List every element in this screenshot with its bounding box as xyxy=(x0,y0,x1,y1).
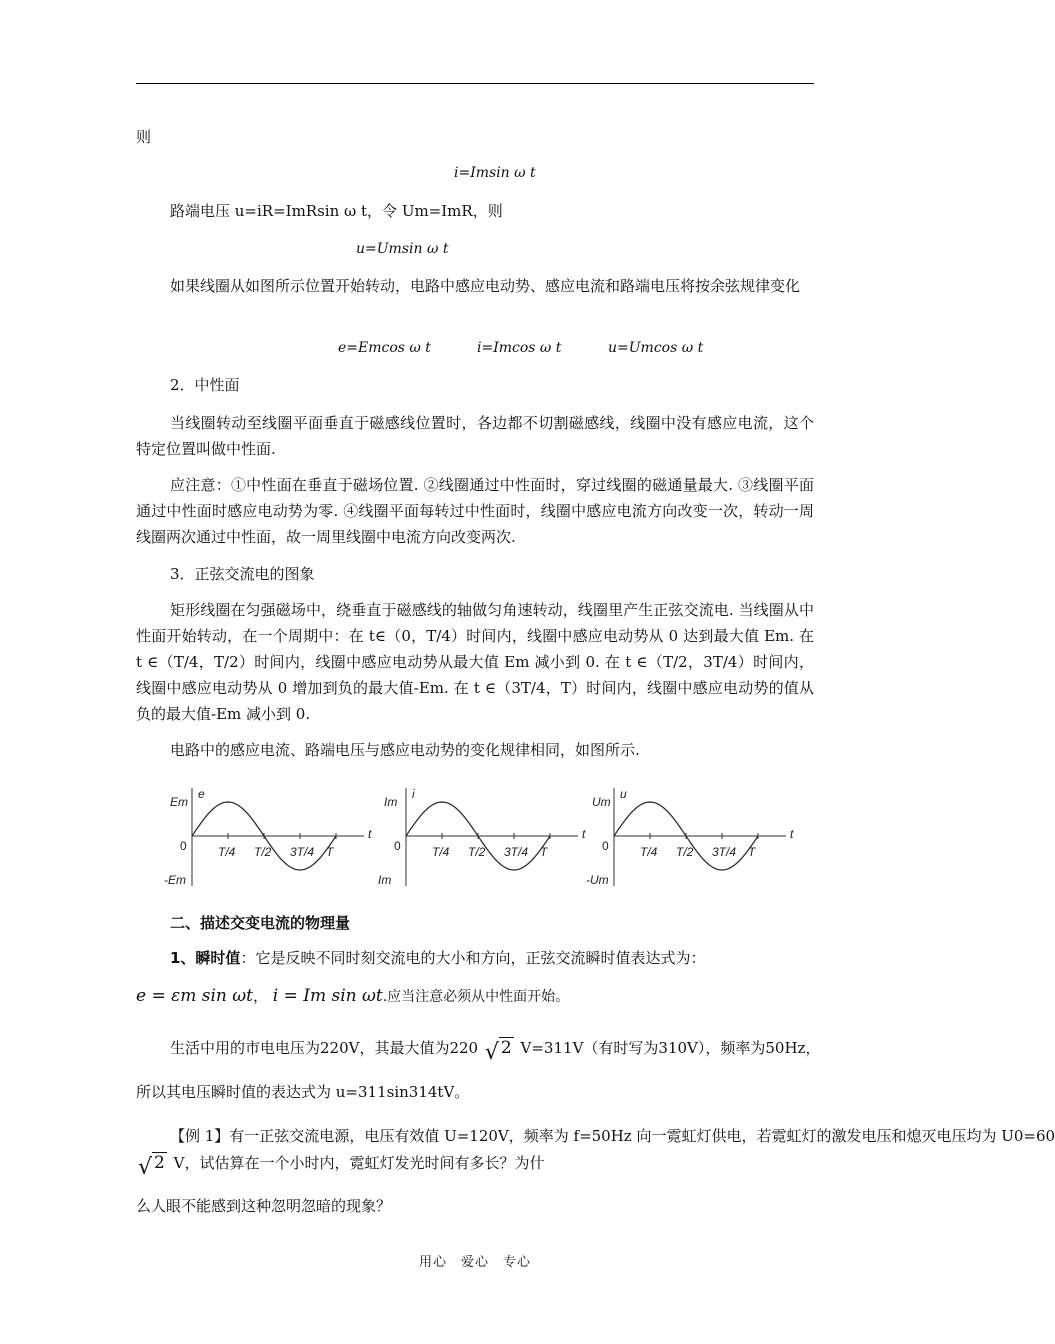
para-cosine-change: 如果线圈从如图所示位置开始转动，电路中感应电动势、感应电流和路端电压将按余弦规律变化 xyxy=(170,277,801,295)
para-same-law: 电路中的感应电流、路端电压与感应电动势的变化规律相同，如图所示. xyxy=(170,741,640,759)
instant-formula-note: .应当注意必须从中性面开始。 xyxy=(382,989,570,1005)
example-line-3: 么人眼不能感到这种忽明忽暗的现象？ xyxy=(136,1197,392,1215)
formula-cos-i: i=Imcos ω t xyxy=(477,340,562,356)
mains-voltage-line xyxy=(170,1035,820,1066)
sqrt-symbol-example: √ 2 xyxy=(138,1153,165,1180)
section-title: 二、描述交变电流的物理量 xyxy=(170,914,351,932)
x-axis-label: t xyxy=(368,827,372,841)
x-tick-label: T xyxy=(748,845,756,859)
graph-emf xyxy=(164,787,372,887)
x-tick-label: T/4 xyxy=(218,845,236,859)
instant-value-label: 1、瞬时值 xyxy=(170,949,241,967)
min-label: -Um xyxy=(586,873,609,887)
y-axis-label: u xyxy=(620,787,627,801)
text-ze: 则 xyxy=(136,128,152,146)
mains-text-2: V=311V（有时写为310V），频率为50Hz， xyxy=(520,1039,821,1057)
graph-current xyxy=(378,787,586,887)
page-footer: 用心 爱心 专心 xyxy=(418,1255,531,1270)
x-tick-label: T xyxy=(326,845,334,859)
instant-formula-i: i = Im sin ωt xyxy=(272,986,383,1006)
max-label: Um xyxy=(592,795,611,809)
x-tick-label: T/2 xyxy=(468,845,486,859)
min-label: Im xyxy=(378,873,392,887)
x-tick-label: 3T/4 xyxy=(712,845,737,859)
formula-u: u=Umsin ω t xyxy=(356,241,449,257)
header-rule xyxy=(136,83,814,84)
x-tick-label: T/2 xyxy=(676,845,694,859)
example-text-1: 【例 1】有一正弦交流电源，电压有效值 U=120V，频率为 f=50Hz 向一霓虹灯供电，若霓虹灯的激发电压和熄灭电压均为 U0=60 xyxy=(170,1127,1055,1145)
sine-graphs-figure xyxy=(160,780,800,892)
formula-cos-e: e=Emcos ω t xyxy=(338,340,431,356)
x-axis-label: t xyxy=(790,827,794,841)
origin-label: 0 xyxy=(602,839,609,853)
max-label: Im xyxy=(384,795,398,809)
x-tick-label: 3T/4 xyxy=(290,845,315,859)
origin-label: 0 xyxy=(394,839,401,853)
x-tick-label: T xyxy=(540,845,548,859)
y-axis-label: e xyxy=(198,787,205,801)
max-label: Em xyxy=(170,795,188,809)
origin-label: 0 xyxy=(180,839,187,853)
para-notes: 应注意：①中性面在垂直于磁场位置. ②线圈通过中性面时，穿过线圈的磁通量最大. ③线圈平面通过中性面时感应电动势为零. ④线圈平面每转过中性面时，线圈中感应电流方向改变一次，转动一周线圈两次通过中性面，故一周里线圈中电流方向改变两次. xyxy=(136,476,814,546)
graph-voltage xyxy=(586,787,794,887)
sqrt-symbol: √ 2 xyxy=(484,1038,512,1065)
para-terminal-voltage: 路端电压 u=iR=ImRsin ω t，令 Um=ImR，则 xyxy=(170,202,503,220)
mains-expression: 所以其电压瞬时值的表达式为 u=311sin314tV。 xyxy=(136,1083,470,1101)
x-tick-label: 3T/4 xyxy=(504,845,529,859)
formula-i: i=Imsin ω t xyxy=(454,165,536,181)
instant-value-line xyxy=(170,945,705,971)
instant-formula-line xyxy=(136,983,569,1010)
formula-cos-u: u=Umcos ω t xyxy=(608,340,704,356)
instant-formula-e: e = εm sin ωt xyxy=(136,986,253,1006)
para-graph-description: 矩形线圈在匀强磁场中，绕垂直于磁感线的轴做匀角速转动，线圈里产生正弦交流电. 当线圈从中性面开始转动，在一个周期中：在 t∈（0，T/4）时间内，线圈中感应电动势从 0 达到最大值 Em. 在 t ∈（T/4，T/2）时间内，线圈中感应电动势从最大值 Em 减小到 0. 在 t ∈（T/2，3T/4）时间内，线圈中感应电动势从 0 增加到负的最大值-Em. 在 t ∈（3T/4，T）时间内，线圈中感应电动势的值从负的最大值-Em 减小到 0. xyxy=(136,601,814,723)
para-neutral-plane: 当线圈转动至线圈平面垂直于磁感线位置时，各边都不切割磁感线，线圈中没有感应电流，这个特定位置叫做中性面. xyxy=(136,414,814,458)
x-axis-label: t xyxy=(582,827,586,841)
min-label: -Em xyxy=(164,873,186,887)
mains-text-1: 生活中用的市电电压为220V，其最大值为220 xyxy=(170,1039,479,1057)
example-line-2 xyxy=(136,1150,544,1181)
instant-formula-sep: ， xyxy=(252,987,268,1005)
y-axis-label: i xyxy=(412,787,415,801)
x-tick-label: T/4 xyxy=(640,845,658,859)
heading-neutral-plane: 2．中性面 xyxy=(170,376,240,394)
example-line-1 xyxy=(170,1123,1055,1149)
example-text-2: V，试估算在一个小时内，霓虹灯发光时间有多长？为什 xyxy=(173,1154,545,1172)
x-tick-label: T/2 xyxy=(254,845,272,859)
instant-value-text: ：它是反映不同时刻交流电的大小和方向，正弦交流瞬时值表达式为： xyxy=(240,949,706,967)
x-tick-label: T/4 xyxy=(432,845,450,859)
heading-sine-graph: 3．正弦交流电的图象 xyxy=(170,565,315,583)
